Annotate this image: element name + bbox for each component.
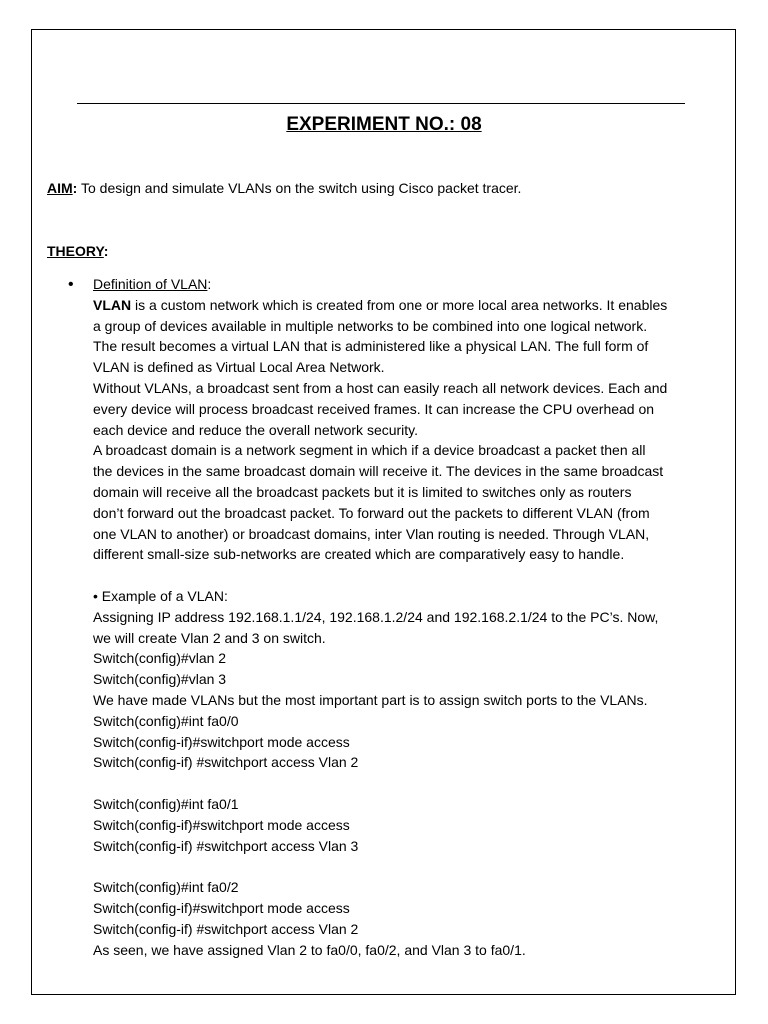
definition-title: Definition of VLAN <box>93 276 208 292</box>
definition-line: the devices in the same broadcast domain will receive it. The devices in the same broadcast <box>93 463 664 480</box>
config-command: Switch(config)#vlan 2 <box>93 650 227 667</box>
theory-colon: : <box>103 243 109 259</box>
blank-line <box>93 565 725 586</box>
config-command: Switch(config)#int fa0/0 <box>93 712 239 729</box>
definition-line-text: is a custom network which is created from one or more local area networks. It enables <box>131 296 668 313</box>
definition-line: one VLAN to another) or broadcast domains, inter Vlan routing is needed. Through VLAN, <box>93 525 650 542</box>
config-command: Switch(config-if) #switchport access Vlan 3 <box>93 837 359 854</box>
config-command: Switch(config-if)#switchport mode access <box>93 899 350 916</box>
example-line: As seen, we have assigned Vlan 2 to fa0/0, fa0/2, and Vlan 3 to fa0/1. <box>93 941 526 958</box>
example-heading: • Example of a VLAN: <box>93 587 228 604</box>
theory-body <box>93 274 725 960</box>
theory-label: THEORY <box>47 243 104 259</box>
definition-line: VLAN is defined as Virtual Local Area Network. <box>93 359 385 376</box>
config-command: Switch(config)#int fa0/1 <box>93 795 239 812</box>
definition-heading <box>93 274 725 295</box>
example-line: Assigning IP address 192.168.1.1/24, 192.168.1.2/24 and 192.168.2.1/24 to the PC’s. Now, <box>93 608 659 625</box>
config-command: Switch(config-if) #switchport access Vlan 2 <box>93 920 359 937</box>
config-command: Switch(config-if)#switchport mode access <box>93 733 350 750</box>
definition-line: every device will process broadcast received frames. It can increase the CPU overhead on <box>93 400 655 417</box>
definition-line: a group of devices available in multiple networks to be combined into one logical network. <box>93 317 648 334</box>
theory-heading <box>47 243 108 259</box>
example-line: we will create Vlan 2 and 3 on switch. <box>93 629 326 646</box>
example-line: We have made VLANs but the most important part is to assign switch ports to the VLANs. <box>93 691 648 708</box>
config-command: Switch(config-if)#switchport mode access <box>93 816 350 833</box>
config-command: Switch(config-if) #switchport access Vlan 2 <box>93 754 359 771</box>
definition-line: each device and reduce the overall network security. <box>93 421 419 438</box>
blank-line <box>93 773 725 794</box>
definition-colon: : <box>207 276 212 292</box>
vlan-term: VLAN <box>93 296 132 313</box>
definition-line <box>93 295 725 316</box>
bullet-dot-icon: • <box>68 276 74 293</box>
aim-paragraph <box>47 180 521 196</box>
config-command: Switch(config)#vlan 3 <box>93 671 227 688</box>
aim-colon: : <box>72 180 78 196</box>
experiment-title: EXPERIMENT NO.: 08 <box>286 114 482 135</box>
definition-line: Without VLANs, a broadcast sent from a host can easily reach all network devices. Each and <box>93 379 668 396</box>
config-command: Switch(config)#int fa0/2 <box>93 879 239 896</box>
definition-line: The result becomes a virtual LAN that is administered like a physical LAN. The full form of <box>93 338 649 355</box>
definition-line: different small-size sub-networks are created which are comparatively easy to handle. <box>93 546 625 563</box>
aim-label: AIM <box>47 180 73 196</box>
blank-line <box>93 856 725 877</box>
aim-text: To design and simulate VLANs on the switch using Cisco packet tracer. <box>77 180 522 196</box>
definition-line: domain will receive all the broadcast packets but it is limited to switches only as routers <box>93 483 632 500</box>
header-rule <box>77 103 685 104</box>
definition-line: don’t forward out the broadcast packet. To forward out the packets to different VLAN (from <box>93 504 650 521</box>
definition-line: A broadcast domain is a network segment in which if a device broadcast a packet then all <box>93 442 646 459</box>
